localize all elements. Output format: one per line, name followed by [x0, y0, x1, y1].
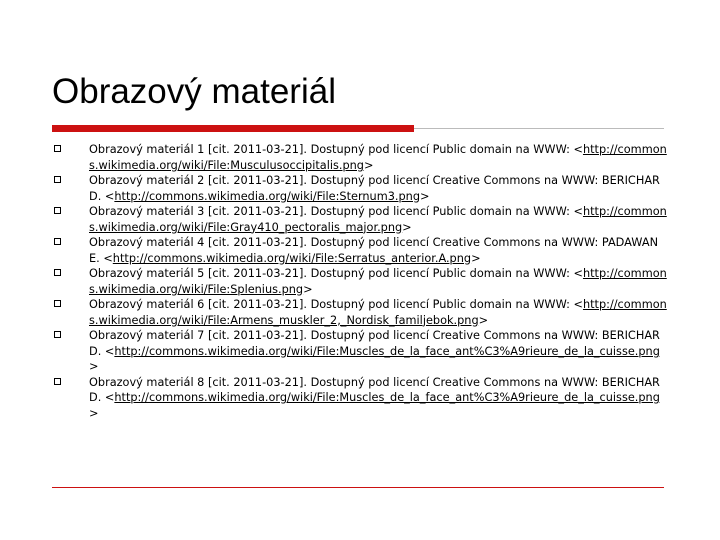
reference-suffix: >	[89, 360, 99, 373]
reference-text: Obrazový materiál 1 [cit. 2011-03-21]. Dostupný pod licencí Public domain na WWW: <	[89, 143, 583, 156]
reference-item	[52, 173, 668, 204]
reference-text: Obrazový materiál 8 [cit. 2011-03-21]. Dostupný pod licencí Creative Commons na WWW: BERICHARD. <	[89, 375, 660, 404]
hollow-square-bullet-icon	[54, 176, 61, 183]
title-underline-red	[52, 125, 414, 132]
reference-link[interactable]: http://commons.wikimedia.org/wiki/File:Armens_muskler_2,_Nordisk_familjebok.png	[89, 298, 667, 327]
reference-text: Obrazový materiál 5 [cit. 2011-03-21]. Dostupný pod licencí Public domain na WWW: <	[89, 267, 583, 280]
hollow-square-bullet-icon	[54, 378, 61, 385]
reference-text: Obrazový materiál 6 [cit. 2011-03-21]. Dostupný pod licencí Public domain na WWW: <	[89, 298, 583, 311]
reference-suffix: >	[402, 220, 412, 234]
reference-suffix: >	[89, 406, 99, 420]
reference-item	[52, 204, 668, 235]
reference-text: Obrazový materiál 3 [cit. 2011-03-21]. Dostupný pod licencí Public domain na WWW: <	[89, 205, 583, 218]
reference-link[interactable]: http://commons.wikimedia.org/wiki/File:Serratus_anterior.A.png	[112, 251, 472, 265]
reference-link[interactable]: http://commons.wikimedia.org/wiki/File:Musculusoccipitalis.png	[89, 143, 667, 172]
reference-link[interactable]: http://commons.wikimedia.org/wiki/File:Splenius.png	[89, 267, 667, 296]
reference-suffix: >	[363, 158, 374, 172]
reference-link[interactable]: http://commons.wikimedia.org/wiki/File:Muscles_de_la_face_ant%C3%A9rieure_de_la_cuisse.png	[114, 391, 660, 404]
hollow-square-bullet-icon	[54, 207, 61, 214]
reference-text: Obrazový materiál 7 [cit. 2011-03-21]. Dostupný pod licencí Creative Commons na WWW: BERICHARD. <	[89, 329, 660, 358]
reference-text: Obrazový materiál 2 [cit. 2011-03-21]. Dostupný pod licencí Creative Commons na WWW: BERICHARD. <	[89, 174, 660, 203]
reference-suffix: >	[478, 313, 489, 327]
reference-item	[52, 375, 668, 422]
reference-item	[52, 297, 668, 328]
reference-item	[52, 328, 668, 375]
reference-item	[52, 235, 668, 266]
reference-suffix: >	[471, 251, 481, 265]
reference-list	[52, 142, 668, 421]
hollow-square-bullet-icon	[54, 145, 61, 152]
reference-link[interactable]: http://commons.wikimedia.org/wiki/File:Sternum3.png	[114, 189, 420, 203]
hollow-square-bullet-icon	[54, 238, 61, 245]
reference-suffix: >	[420, 189, 430, 203]
reference-link[interactable]: http://commons.wikimedia.org/wiki/File:Gray410_pectoralis_major.png	[89, 205, 667, 234]
reference-text: Obrazový materiál 4 [cit. 2011-03-21]. Dostupný pod licencí Creative Commons na WWW: PADAWANE. <	[89, 236, 659, 265]
hollow-square-bullet-icon	[54, 269, 61, 276]
hollow-square-bullet-icon	[54, 331, 61, 338]
slide-title: Obrazový materiál	[52, 72, 336, 111]
reference-suffix: >	[303, 282, 313, 296]
reference-link[interactable]: http://commons.wikimedia.org/wiki/File:Muscles_de_la_face_ant%C3%A9rieure_de_la_cuisse.png	[114, 344, 660, 358]
hollow-square-bullet-icon	[54, 300, 61, 307]
reference-item	[52, 266, 668, 297]
reference-item	[52, 142, 668, 173]
title-underline-thin	[414, 128, 664, 129]
bottom-rule	[52, 487, 664, 488]
